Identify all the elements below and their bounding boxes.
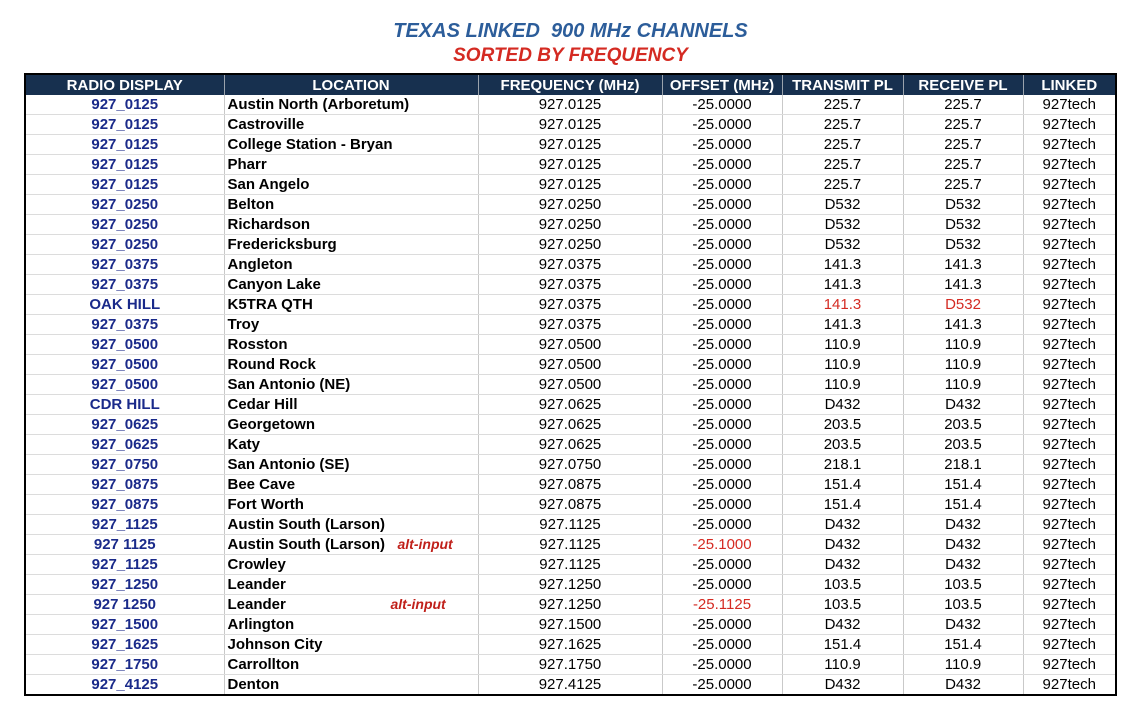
location-cell	[224, 455, 478, 475]
location-text: Cedar Hill	[227, 396, 298, 413]
receive-pl-cell: 151.4	[903, 495, 1023, 515]
linked-cell: 927tech	[1023, 95, 1116, 115]
linked-cell: 927tech	[1023, 115, 1116, 135]
column-header-radio-display: RADIO DISPLAY	[25, 74, 224, 95]
linked-cell: 927tech	[1023, 335, 1116, 355]
table-row	[25, 235, 1116, 255]
transmit-pl-cell: 141.3	[782, 315, 903, 335]
location-cell	[224, 375, 478, 395]
radio-display-cell: 927_0375	[25, 255, 224, 275]
location-text: Johnson City	[227, 636, 323, 653]
transmit-pl-cell: 141.3	[782, 275, 903, 295]
frequency-cell: 927.1250	[478, 595, 662, 615]
linked-cell: 927tech	[1023, 515, 1116, 535]
transmit-pl-cell: D432	[782, 395, 903, 415]
transmit-pl-cell: D432	[782, 615, 903, 635]
offset-cell: -25.1000	[662, 535, 782, 555]
frequency-cell: 927.0250	[478, 235, 662, 255]
table-row	[25, 635, 1116, 655]
radio-display-cell: 927_0125	[25, 155, 224, 175]
frequency-cell: 927.0375	[478, 315, 662, 335]
table-row	[25, 355, 1116, 375]
offset-cell: -25.0000	[662, 435, 782, 455]
table-row	[25, 375, 1116, 395]
radio-display-cell: 927_0500	[25, 335, 224, 355]
radio-display-cell: 927_0375	[25, 315, 224, 335]
frequency-cell: 927.0750	[478, 455, 662, 475]
offset-cell: -25.1125	[662, 595, 782, 615]
receive-pl-cell: 203.5	[903, 415, 1023, 435]
table-row	[25, 155, 1116, 175]
offset-cell: -25.0000	[662, 635, 782, 655]
radio-display-cell: 927_0500	[25, 355, 224, 375]
transmit-pl-cell: D432	[782, 675, 903, 696]
table-row	[25, 135, 1116, 155]
receive-pl-cell: 141.3	[903, 255, 1023, 275]
transmit-pl-cell: D532	[782, 215, 903, 235]
location-text: Denton	[227, 676, 280, 693]
table-header-row	[25, 74, 1116, 95]
location-text: K5TRA QTH	[227, 296, 313, 313]
receive-pl-cell: D532	[903, 195, 1023, 215]
frequency-cell: 927.0125	[478, 95, 662, 115]
table-row	[25, 255, 1116, 275]
location-text: Rosston	[227, 336, 288, 353]
table-row	[25, 215, 1116, 235]
linked-cell: 927tech	[1023, 295, 1116, 315]
linked-cell: 927tech	[1023, 315, 1116, 335]
column-header-location: LOCATION	[224, 74, 478, 95]
frequency-cell: 927.0125	[478, 175, 662, 195]
offset-cell: -25.0000	[662, 295, 782, 315]
offset-cell: -25.0000	[662, 195, 782, 215]
frequency-cell: 927.0500	[478, 335, 662, 355]
radio-display-cell: 927_0875	[25, 475, 224, 495]
linked-cell: 927tech	[1023, 615, 1116, 635]
linked-cell: 927tech	[1023, 555, 1116, 575]
transmit-pl-cell: D532	[782, 235, 903, 255]
receive-pl-cell: D432	[903, 615, 1023, 635]
radio-display-cell: 927_0875	[25, 495, 224, 515]
location-text: Leander	[227, 596, 286, 613]
location-cell	[224, 95, 478, 115]
receive-pl-cell: 218.1	[903, 455, 1023, 475]
frequency-cell: 927.0125	[478, 135, 662, 155]
frequency-cell: 927.0625	[478, 395, 662, 415]
receive-pl-cell: 225.7	[903, 115, 1023, 135]
transmit-pl-cell: 103.5	[782, 595, 903, 615]
frequency-cell: 927.1125	[478, 555, 662, 575]
location-text: Bee Cave	[227, 476, 296, 493]
linked-cell: 927tech	[1023, 395, 1116, 415]
location-cell	[224, 475, 478, 495]
linked-cell: 927tech	[1023, 235, 1116, 255]
column-header-frequency: FREQUENCY (MHz)	[478, 74, 662, 95]
offset-cell: -25.0000	[662, 335, 782, 355]
radio-display-cell: CDR HILL	[25, 395, 224, 415]
page-subtitle: SORTED BY FREQUENCY	[453, 45, 688, 66]
receive-pl-cell: 141.3	[903, 275, 1023, 295]
linked-cell: 927tech	[1023, 435, 1116, 455]
table-body	[25, 95, 1116, 695]
offset-cell: -25.0000	[662, 235, 782, 255]
receive-pl-cell: 110.9	[903, 355, 1023, 375]
location-text: Richardson	[227, 216, 311, 233]
receive-pl-cell: 225.7	[903, 155, 1023, 175]
frequency-cell: 927.0875	[478, 495, 662, 515]
linked-cell: 927tech	[1023, 215, 1116, 235]
transmit-pl-cell: 203.5	[782, 435, 903, 455]
location-text: San Antonio (NE)	[227, 376, 351, 393]
frequency-cell: 927.0625	[478, 435, 662, 455]
offset-cell: -25.0000	[662, 135, 782, 155]
offset-cell: -25.0000	[662, 575, 782, 595]
location-cell	[224, 215, 478, 235]
receive-pl-cell: 151.4	[903, 635, 1023, 655]
location-cell	[224, 175, 478, 195]
receive-pl-cell: 110.9	[903, 655, 1023, 675]
transmit-pl-cell: 151.4	[782, 635, 903, 655]
linked-cell: 927tech	[1023, 475, 1116, 495]
location-text: Fort Worth	[227, 496, 304, 513]
transmit-pl-cell: 225.7	[782, 135, 903, 155]
transmit-pl-cell: 225.7	[782, 115, 903, 135]
location-cell	[224, 615, 478, 635]
location-text: Round Rock	[227, 356, 316, 373]
location-text: Crowley	[227, 556, 286, 573]
receive-pl-cell: D532	[903, 215, 1023, 235]
table-row	[25, 275, 1116, 295]
linked-cell: 927tech	[1023, 375, 1116, 395]
transmit-pl-cell: 225.7	[782, 175, 903, 195]
table-row	[25, 495, 1116, 515]
receive-pl-cell: D432	[903, 395, 1023, 415]
transmit-pl-cell: 218.1	[782, 455, 903, 475]
offset-cell: -25.0000	[662, 495, 782, 515]
receive-pl-cell: D532	[903, 235, 1023, 255]
offset-cell: -25.0000	[662, 175, 782, 195]
receive-pl-cell: D532	[903, 295, 1023, 315]
table-row	[25, 675, 1116, 696]
table-row	[25, 395, 1116, 415]
offset-cell: -25.0000	[662, 555, 782, 575]
linked-cell: 927tech	[1023, 675, 1116, 696]
offset-cell: -25.0000	[662, 215, 782, 235]
frequency-cell: 927.0250	[478, 215, 662, 235]
linked-cell: 927tech	[1023, 155, 1116, 175]
linked-cell: 927tech	[1023, 575, 1116, 595]
radio-display-cell: 927_0125	[25, 115, 224, 135]
offset-cell: -25.0000	[662, 415, 782, 435]
table-row	[25, 655, 1116, 675]
transmit-pl-cell: 151.4	[782, 495, 903, 515]
offset-cell: -25.0000	[662, 475, 782, 495]
frequency-cell: 927.0625	[478, 415, 662, 435]
linked-cell: 927tech	[1023, 255, 1116, 275]
location-text: College Station - Bryan	[227, 136, 393, 153]
radio-display-cell: 927_0250	[25, 235, 224, 255]
radio-display-cell: 927_0500	[25, 375, 224, 395]
table-row	[25, 575, 1116, 595]
location-cell	[224, 395, 478, 415]
location-cell	[224, 435, 478, 455]
transmit-pl-cell: 225.7	[782, 155, 903, 175]
receive-pl-cell: 103.5	[903, 575, 1023, 595]
table-row	[25, 315, 1116, 335]
receive-pl-cell: 103.5	[903, 595, 1023, 615]
receive-pl-cell: 110.9	[903, 375, 1023, 395]
frequency-cell: 927.0375	[478, 295, 662, 315]
frequency-cell: 927.4125	[478, 675, 662, 696]
transmit-pl-cell: 141.3	[782, 295, 903, 315]
frequency-cell: 927.0500	[478, 355, 662, 375]
location-cell	[224, 355, 478, 375]
frequency-cell: 927.0375	[478, 275, 662, 295]
table-row	[25, 335, 1116, 355]
offset-cell: -25.0000	[662, 315, 782, 335]
radio-display-cell: 927_1250	[25, 575, 224, 595]
column-header-receive-pl: RECEIVE PL	[903, 74, 1023, 95]
radio-display-cell: 927_1750	[25, 655, 224, 675]
location-text: Pharr	[227, 156, 267, 173]
column-header-transmit-pl: TRANSMIT PL	[782, 74, 903, 95]
linked-cell: 927tech	[1023, 535, 1116, 555]
linked-cell: 927tech	[1023, 355, 1116, 375]
channels-table	[24, 73, 1117, 696]
transmit-pl-cell: 103.5	[782, 575, 903, 595]
location-text: Arlington	[227, 616, 295, 633]
table-row	[25, 535, 1116, 555]
alt-input-note: alt-input	[397, 536, 453, 552]
location-text: San Angelo	[227, 176, 310, 193]
linked-cell: 927tech	[1023, 655, 1116, 675]
location-text: San Antonio (SE)	[227, 456, 350, 473]
linked-cell: 927tech	[1023, 135, 1116, 155]
frequency-cell: 927.1125	[478, 535, 662, 555]
location-cell	[224, 315, 478, 335]
receive-pl-cell: D432	[903, 535, 1023, 555]
linked-cell: 927tech	[1023, 595, 1116, 615]
radio-display-cell: 927_0125	[25, 175, 224, 195]
frequency-cell: 927.0125	[478, 155, 662, 175]
location-cell	[224, 535, 478, 555]
table-row	[25, 515, 1116, 535]
location-cell	[224, 515, 478, 535]
location-cell	[224, 275, 478, 295]
location-text: Katy	[227, 436, 261, 453]
frequency-cell: 927.0250	[478, 195, 662, 215]
page-title: TEXAS LINKED 900 MHz CHANNELS	[393, 20, 748, 42]
transmit-pl-cell: 110.9	[782, 335, 903, 355]
receive-pl-cell: D432	[903, 555, 1023, 575]
location-cell	[224, 255, 478, 275]
linked-cell: 927tech	[1023, 175, 1116, 195]
frequency-cell: 927.0500	[478, 375, 662, 395]
column-header-linked: LINKED	[1023, 74, 1116, 95]
location-cell	[224, 675, 478, 696]
frequency-cell: 927.1750	[478, 655, 662, 675]
location-cell	[224, 595, 478, 615]
linked-cell: 927tech	[1023, 275, 1116, 295]
frequency-cell: 927.1250	[478, 575, 662, 595]
column-header-offset: OFFSET (MHz)	[662, 74, 782, 95]
radio-display-cell: 927_0750	[25, 455, 224, 475]
offset-cell: -25.0000	[662, 675, 782, 696]
linked-cell: 927tech	[1023, 455, 1116, 475]
location-cell	[224, 415, 478, 435]
table-row	[25, 115, 1116, 135]
offset-cell: -25.0000	[662, 255, 782, 275]
radio-display-cell: 927_0375	[25, 275, 224, 295]
radio-display-cell: 927_0250	[25, 195, 224, 215]
table-row	[25, 595, 1116, 615]
radio-display-cell: 927 1250	[25, 595, 224, 615]
radio-display-cell: 927_1125	[25, 555, 224, 575]
receive-pl-cell: 110.9	[903, 335, 1023, 355]
location-text: Troy	[227, 316, 260, 333]
transmit-pl-cell: 141.3	[782, 255, 903, 275]
radio-display-cell: OAK HILL	[25, 295, 224, 315]
frequency-cell: 927.1125	[478, 515, 662, 535]
location-cell	[224, 235, 478, 255]
location-text: Georgetown	[227, 416, 316, 433]
table-row	[25, 475, 1116, 495]
receive-pl-cell: 225.7	[903, 135, 1023, 155]
linked-cell: 927tech	[1023, 195, 1116, 215]
radio-display-cell: 927_4125	[91, 676, 159, 693]
location-text: Leander	[227, 576, 286, 593]
table-row	[25, 435, 1116, 455]
radio-display-cell: 927_0125	[25, 135, 224, 155]
table-row	[25, 555, 1116, 575]
location-cell	[224, 155, 478, 175]
location-text: Fredericksburg	[227, 236, 337, 253]
offset-cell: -25.0000	[662, 275, 782, 295]
receive-pl-cell: 225.7	[903, 175, 1023, 195]
linked-cell: 927tech	[1023, 495, 1116, 515]
alt-input-note: alt-input	[390, 596, 446, 612]
frequency-cell: 927.0875	[478, 475, 662, 495]
offset-cell: -25.0000	[662, 95, 782, 115]
table-row	[25, 195, 1116, 215]
transmit-pl-cell: 110.9	[782, 655, 903, 675]
table-row	[25, 295, 1116, 315]
receive-pl-cell: D432	[903, 675, 1023, 696]
location-text: Angleton	[227, 256, 293, 273]
radio-display-cell: 927_1625	[25, 635, 224, 655]
receive-pl-cell: 141.3	[903, 315, 1023, 335]
frequency-cell: 927.0375	[478, 255, 662, 275]
transmit-pl-cell: D532	[782, 195, 903, 215]
location-text: Carrollton	[227, 656, 300, 673]
location-cell	[224, 295, 478, 315]
receive-pl-cell: D432	[903, 515, 1023, 535]
radio-display-cell: 927_1500	[25, 615, 224, 635]
frequency-cell: 927.0125	[478, 115, 662, 135]
transmit-pl-cell: 151.4	[782, 475, 903, 495]
location-cell	[224, 135, 478, 155]
offset-cell: -25.0000	[662, 515, 782, 535]
location-text: Austin South (Larson)	[227, 536, 385, 553]
frequency-cell: 927.1500	[478, 615, 662, 635]
location-cell	[224, 555, 478, 575]
receive-pl-cell: 203.5	[903, 435, 1023, 455]
location-text: Austin South (Larson)	[227, 516, 385, 533]
radio-display-cell: 927_1125	[25, 515, 224, 535]
table-row	[25, 415, 1116, 435]
radio-display-cell: 927_0125	[25, 95, 224, 115]
transmit-pl-cell: D432	[782, 535, 903, 555]
location-cell	[224, 335, 478, 355]
receive-pl-cell: 151.4	[903, 475, 1023, 495]
location-cell	[224, 635, 478, 655]
offset-cell: -25.0000	[662, 455, 782, 475]
location-cell	[224, 195, 478, 215]
offset-cell: -25.0000	[662, 355, 782, 375]
location-text: Canyon Lake	[227, 276, 321, 293]
radio-display-cell: 927_0625	[25, 415, 224, 435]
offset-cell: -25.0000	[662, 155, 782, 175]
offset-cell: -25.0000	[662, 115, 782, 135]
location-text: Castroville	[227, 116, 305, 133]
table-row	[25, 455, 1116, 475]
receive-pl-cell: 225.7	[903, 95, 1023, 115]
transmit-pl-cell: 110.9	[782, 355, 903, 375]
radio-display-cell: 927_0625	[25, 435, 224, 455]
location-cell	[224, 495, 478, 515]
location-cell	[224, 575, 478, 595]
offset-cell: -25.0000	[662, 375, 782, 395]
transmit-pl-cell: 203.5	[782, 415, 903, 435]
location-text: Austin North (Arboretum)	[227, 96, 410, 113]
linked-cell: 927tech	[1023, 635, 1116, 655]
table-row	[25, 175, 1116, 195]
table-row	[25, 615, 1116, 635]
linked-cell: 927tech	[1023, 415, 1116, 435]
radio-display-cell: 927 1125	[25, 535, 224, 555]
offset-cell: -25.0000	[662, 395, 782, 415]
location-text: Belton	[227, 196, 275, 213]
offset-cell: -25.0000	[662, 655, 782, 675]
location-cell	[224, 115, 478, 135]
frequency-cell: 927.1625	[478, 635, 662, 655]
transmit-pl-cell: D432	[782, 515, 903, 535]
offset-cell: -25.0000	[662, 615, 782, 635]
transmit-pl-cell: D432	[782, 555, 903, 575]
radio-display-cell: 927_0250	[25, 215, 224, 235]
table-row	[25, 95, 1116, 115]
location-cell	[224, 655, 478, 675]
transmit-pl-cell: 110.9	[782, 375, 903, 395]
transmit-pl-cell: 225.7	[782, 95, 903, 115]
